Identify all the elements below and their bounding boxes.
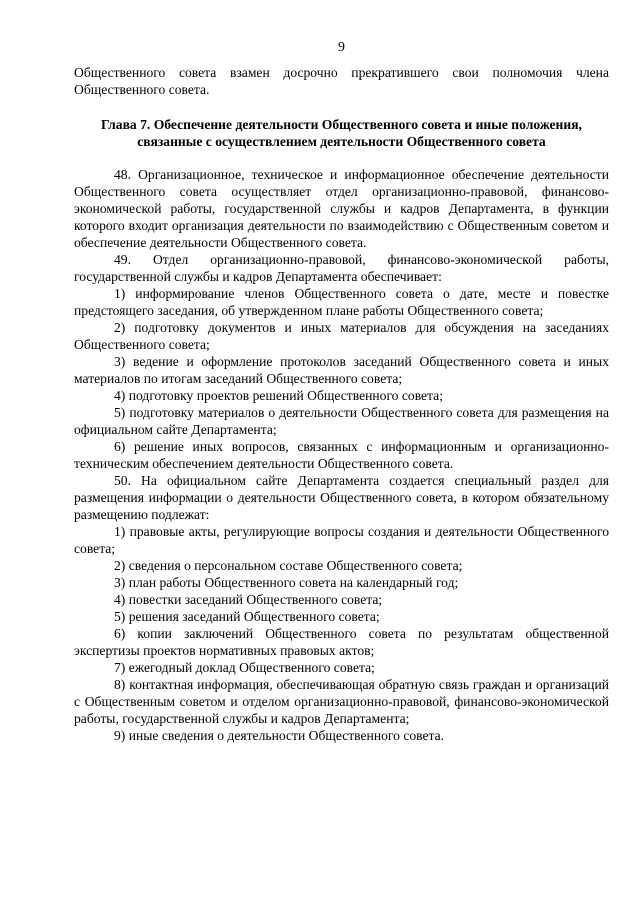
list-item-49-3: 3) ведение и оформление протоколов заседаний Общественного совета и иных материалов по итогам заседаний Общественного совета; (74, 354, 609, 386)
page-number: 9 (338, 40, 345, 55)
intro-paragraph: Общественного совета взамен досрочно прекратившего свои полномочия члена Общественного совета. (74, 65, 609, 97)
list-item-50-4: 4) повестки заседаний Общественного совета; (114, 592, 383, 607)
document-body (74, 64, 609, 744)
chapter-title: Глава 7. Обеспечение деятельности Общественного совета и иные положения, связанные с осуществлением деятельности Общественного совета (101, 117, 582, 149)
list-item-50-8: 8) контактная информация, обеспечивающая обратную связь граждан и организаций с Общественным советом и отделом организационно-правовой, финансово-экономической работы, государственной службы и кадров Департамента; (74, 677, 609, 726)
list-item-49-2: 2) подготовку документов и иных материалов для обсуждения на заседаниях Общественного совета; (74, 320, 609, 352)
list-item-50-7: 7) ежегодный доклад Общественного совета; (114, 660, 375, 675)
list-item-49-1: 1) информирование членов Общественного совета о дате, месте и повестке предстоящего заседания, об утвержденном плане работы Общественного совета; (74, 286, 609, 318)
list-item-50-2: 2) сведения о персональном составе Общественного совета; (114, 558, 463, 573)
list-item-50-5: 5) решения заседаний Общественного совета; (114, 609, 380, 624)
list-item-50-9: 9) иные сведения о деятельности Общественного совета. (114, 728, 445, 743)
list-item-49-6: 6) решение иных вопросов, связанных с информационным и организационно-техническим обеспечением деятельности Общественного совета. (74, 439, 609, 471)
list-item-50-1: 1) правовые акты, регулирующие вопросы создания и деятельности Общественного совета; (74, 524, 609, 556)
list-item-49-4: 4) подготовку проектов решений Общественного совета; (114, 388, 443, 403)
paragraph-49: 49. Отдел организационно-правовой, финансово-экономической работы, государственной службы и кадров Департамента обеспечивает: (74, 252, 609, 284)
list-item-50-6: 6) копии заключений Общественного совета по результатам общественной экспертизы проектов нормативных правовых актов; (74, 626, 609, 658)
list-item-50-3: 3) план работы Общественного совета на календарный год; (114, 575, 459, 590)
paragraph-50: 50. На официальном сайте Департамента создается специальный раздел для размещения информации о деятельности Общественного совета, в котором обязательному размещению подлежат: (74, 473, 609, 522)
list-item-49-5: 5) подготовку материалов о деятельности Общественного совета для размещения на официальном сайте Департамента; (74, 405, 609, 437)
paragraph-48: 48. Организационное, техническое и информационное обеспечение деятельности Общественного совета осуществляет отдел организационно-правовой, финансово-экономической работы, государственной службы и кадров Департамента, в функции которого входит организация деятельности по взаимодействию с Общественным советом и обеспечение деятельности Общественного совета. (74, 167, 609, 250)
